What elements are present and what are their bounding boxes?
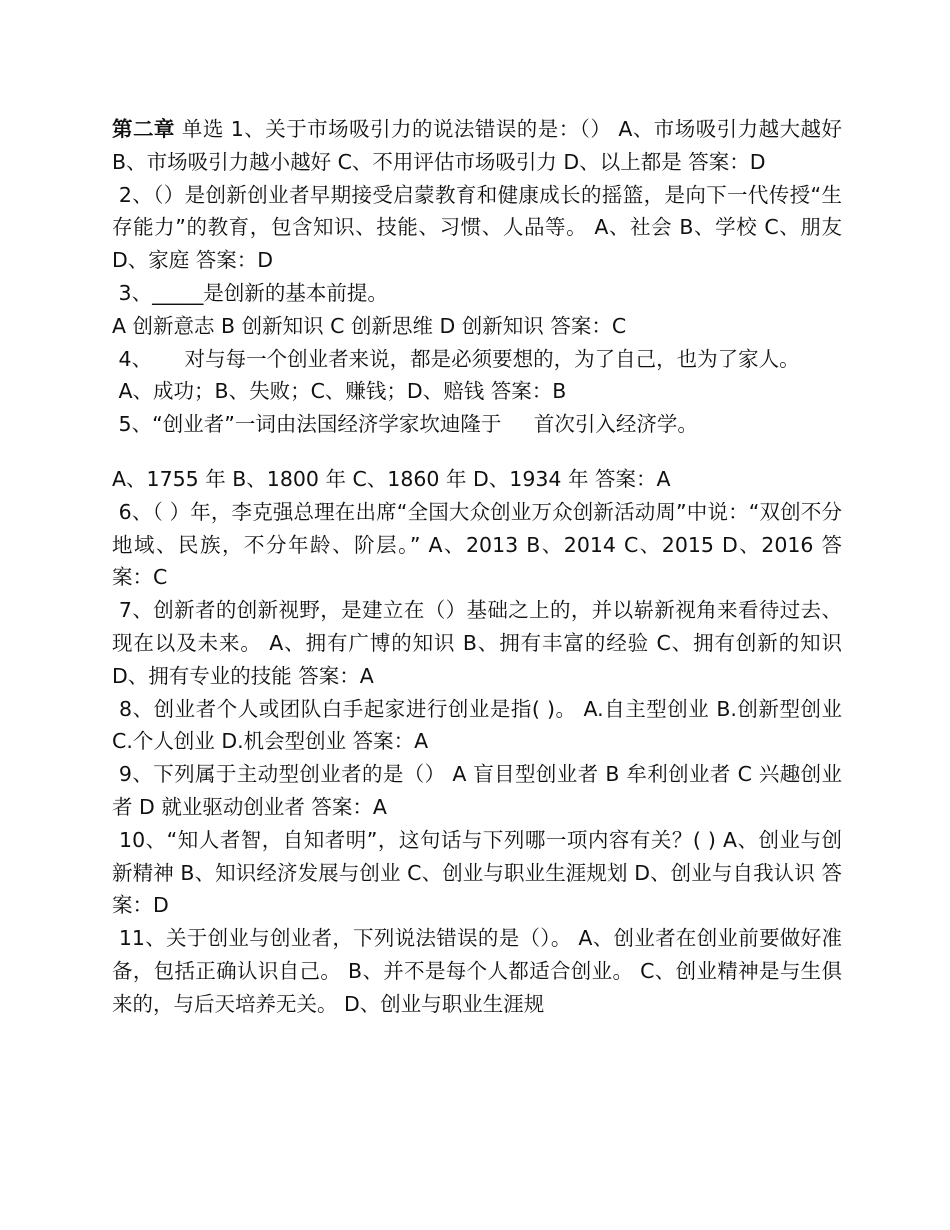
- question-5: 5、“创业者”一词由法国经济学家坎迪隆于 首次引入经济学。: [112, 412, 698, 437]
- question-3-options: A 创新意志 B 创新知识 C 创新思维 D 创新知识 答案：C: [112, 313, 627, 338]
- question-7: 7、创新者的创新视野，是建立在（）基础之上的，并以崭新视角来看待过去、现在以及未来。 A、拥有广博的知识 B、拥有丰富的经验 C、拥有创新的知识 D、拥有专业的技能 答案：A: [112, 598, 849, 688]
- question-5-options: A、1755 年 B、1800 年 C、1860 年 D、1934 年 答案：A: [112, 466, 671, 491]
- question-6: 6、（ ）年，李克强总理在出席“全国大众创业万众创新活动周”中说：“双创不分地域、民族，不分年龄、阶层。” A、2013 B、2014 C、2015 D、2016 答案：C: [112, 499, 842, 590]
- question-1: [112, 113, 849, 179]
- question-9: 9、下列属于主动型创业者的是（） A 盲目型创业者 B 牟利创业者 C 兴趣创业者 D 就业驱动创业者 答案：A: [112, 762, 842, 819]
- question-4-options: A、成功；B、失败；C、赚钱；D、赔钱 答案：B: [112, 379, 567, 404]
- question-3: 3、_____是创新的基本前提。: [112, 280, 388, 305]
- document-page: [112, 113, 849, 1021]
- question-1-text: 单选 1、关于市场吸引力的说法错误的是：（） A、市场吸引力越大越好 B、市场吸引力越小越好 C、不用评估市场吸引力 D、以上都是 答案：D: [112, 117, 849, 174]
- question-8: 8、创业者个人或团队白手起家进行创业是指( )。 A.自主型创业 B.创新型创业 C.个人创业 D.机会型创业 答案：A: [112, 696, 849, 754]
- question-4: 4、 对与每一个创业者来说，都是必须要想的，为了自己，也为了家人。: [112, 346, 800, 371]
- question-2: 2、（）是创新创业者早期接受启蒙教育和健康成长的摇篮，是向下一代传授“生存能力”的教育，包含知识、技能、习惯、人品等。 A、社会 B、学校 C、朋友 D、家庭 答案：D: [112, 182, 849, 273]
- paragraph-gap: [112, 441, 842, 463]
- chapter-heading: 第二章: [112, 117, 175, 141]
- question-10: 10、“知人者智，自知者明”，这句话与下列哪一项内容有关？( ) A、创业与创新精神 B、知识经济发展与创业 C、创业与职业生涯规划 D、创业与自我认识 答案：D: [112, 827, 842, 918]
- question-11: 11、关于创业与创业者，下列说法错误的是（）。 A、创业者在创业前要做好准备，包括正确认识自己。 B、并不是每个人都适合创业。 C、创业精神是与生俱来的，与后天培养无关。 D、创业与职业生涯规: [112, 926, 842, 1016]
